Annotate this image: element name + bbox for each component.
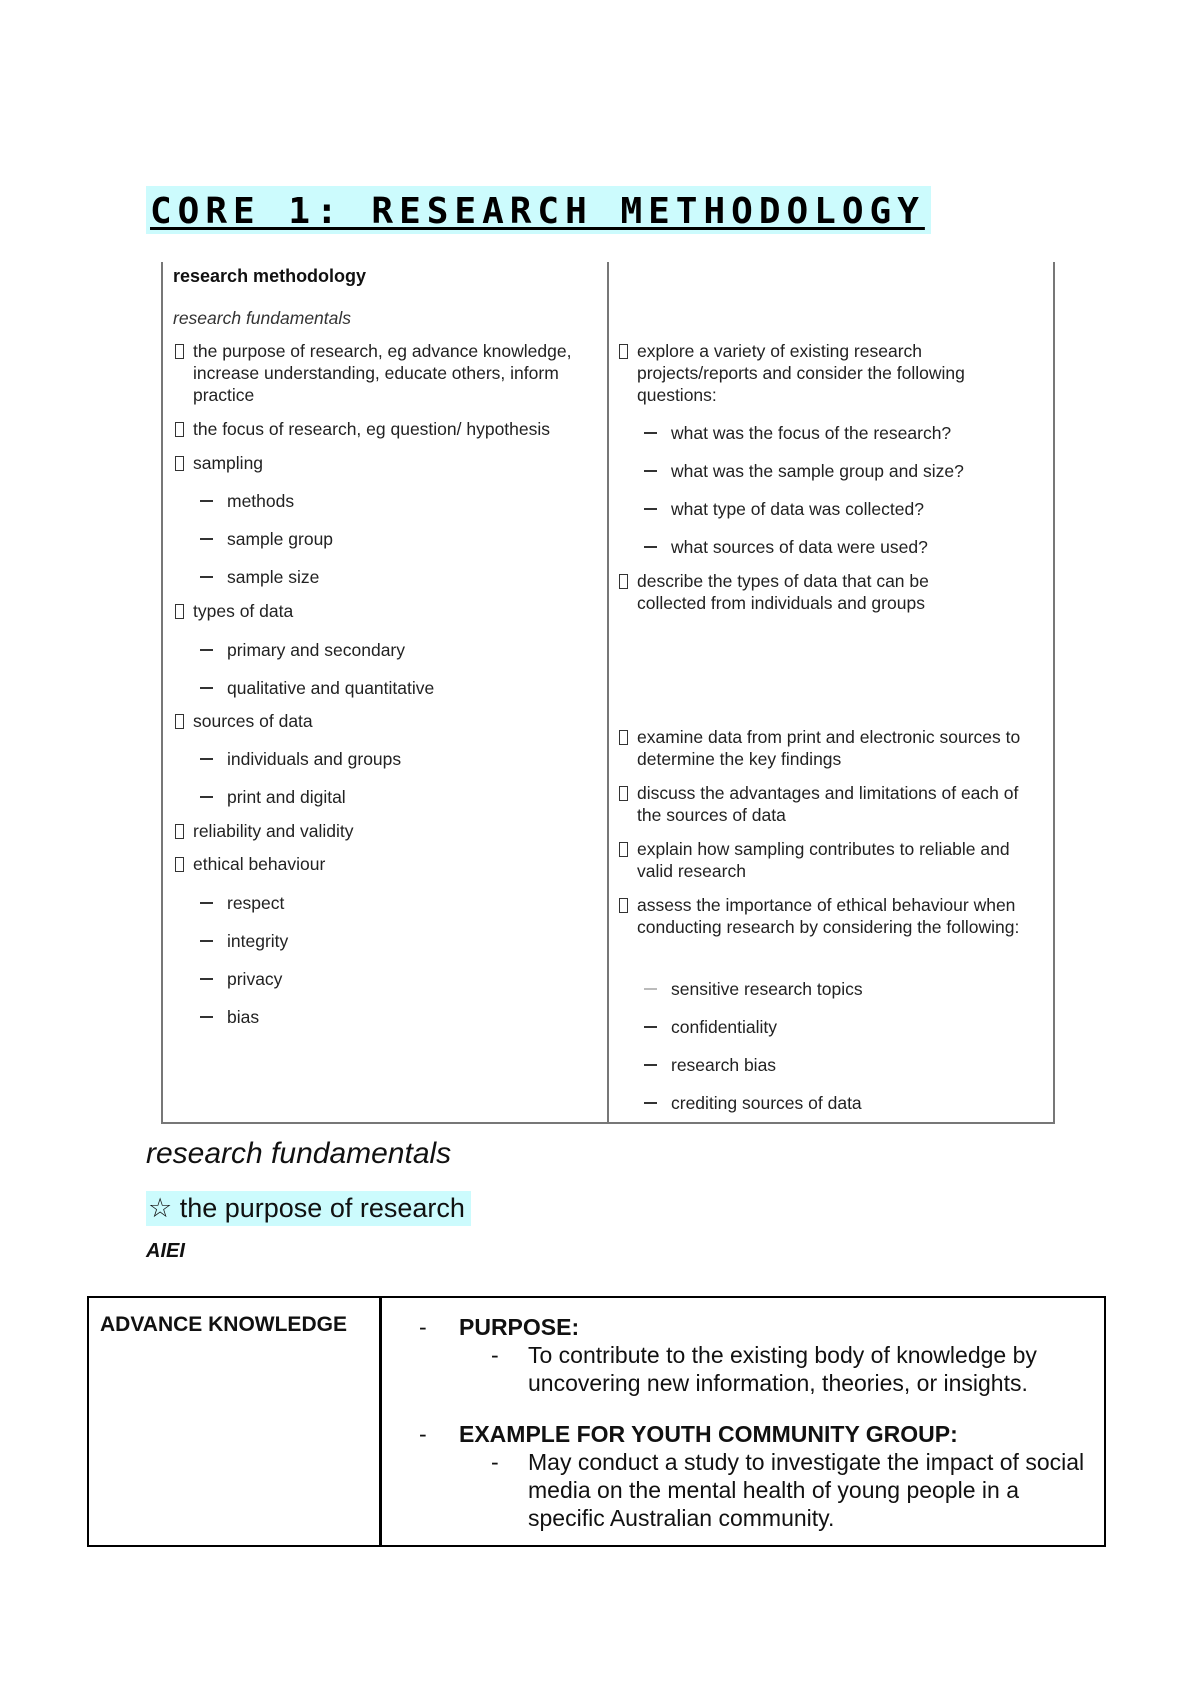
checkbox-icon xyxy=(175,422,184,437)
purpose-text: To contribute to the existing body of knowledge by uncovering new information, theories, or insights. xyxy=(528,1342,1037,1396)
list-item: sources of data xyxy=(173,710,313,732)
list-subitem: research bias xyxy=(644,1054,776,1076)
list-subitem: sample group xyxy=(200,528,333,550)
dash-icon xyxy=(644,508,657,510)
table-border-bottom xyxy=(161,1122,1055,1124)
list-subitem: individuals and groups xyxy=(200,748,401,770)
list-subitem: print and digital xyxy=(200,786,346,808)
checkbox-icon xyxy=(619,842,628,857)
list-item: - PURPOSE: xyxy=(419,1314,580,1340)
dash-icon xyxy=(200,687,213,689)
list-item: assess the importance of ethical behaviour when conducting research by considering the following: xyxy=(617,894,1027,938)
purpose-label: PURPOSE: xyxy=(459,1314,580,1340)
syllabus-heading: research methodology xyxy=(173,266,367,286)
table-row-label: ADVANCE KNOWLEDGE xyxy=(100,1313,347,1336)
example-text: May conduct a study to investigate the impact of social media on the mental health of young people in a specific Australian community. xyxy=(528,1449,1085,1531)
list-item: the purpose of research, eg advance knowledge, increase understanding, educate others, inform practice xyxy=(173,340,583,406)
table-border-left xyxy=(161,262,163,1124)
dash-icon xyxy=(644,432,657,434)
dash-icon xyxy=(200,500,213,502)
dash-icon xyxy=(200,796,213,798)
list-subitem: what was the sample group and size? xyxy=(644,460,964,482)
dash-icon xyxy=(200,758,213,760)
dash-icon xyxy=(644,1102,657,1104)
page-title: CORE 1: RESEARCH METHODOLOGY xyxy=(146,186,931,234)
table-divider xyxy=(379,1298,382,1545)
dash-icon xyxy=(200,649,213,651)
list-subitem: integrity xyxy=(200,930,288,952)
list-item: types of data xyxy=(173,600,293,622)
checkbox-icon xyxy=(619,898,628,913)
dash-icon xyxy=(200,1016,213,1018)
checkbox-icon xyxy=(619,344,628,359)
dash-icon xyxy=(200,576,213,578)
list-subitem: respect xyxy=(200,892,284,914)
list-item: examine data from print and electronic sources to determine the key findings xyxy=(617,726,1042,770)
table-divider xyxy=(607,262,609,1124)
list-subitem: qualitative and quantitative xyxy=(200,677,434,699)
list-subitem: privacy xyxy=(200,968,282,990)
syllabus-table xyxy=(161,262,1051,1124)
list-item: the focus of research, eg question/ hypothesis xyxy=(173,418,593,440)
purpose-heading: ☆ the purpose of research xyxy=(146,1191,471,1226)
list-subitem: bias xyxy=(200,1006,259,1028)
acronym-label: AIEI xyxy=(146,1240,185,1262)
list-subitem: primary and secondary xyxy=(200,639,405,661)
checkbox-icon xyxy=(175,857,184,872)
dash-icon xyxy=(644,546,657,548)
table-cell-content xyxy=(419,1314,1089,1532)
checkbox-icon xyxy=(619,574,628,589)
checkbox-icon xyxy=(175,456,184,471)
list-subitem: what type of data was collected? xyxy=(644,498,924,520)
advance-knowledge-table xyxy=(87,1296,1106,1547)
dash-icon xyxy=(200,940,213,942)
dash-icon xyxy=(644,988,657,990)
list-item: discuss the advantages and limitations of each of the sources of data xyxy=(617,782,1042,826)
checkbox-icon xyxy=(175,604,184,619)
checkbox-icon xyxy=(175,344,184,359)
list-item: sampling xyxy=(173,452,263,474)
list-item: - EXAMPLE FOR YOUTH COMMUNITY GROUP: xyxy=(419,1421,958,1447)
dash-icon xyxy=(644,1064,657,1066)
list-subitem: what sources of data were used? xyxy=(644,536,928,558)
list-subitem: sensitive research topics xyxy=(644,978,863,1000)
list-item: reliability and validity xyxy=(173,820,354,842)
list-item: ethical behaviour xyxy=(173,853,325,875)
dash-icon xyxy=(200,538,213,540)
dash-icon xyxy=(200,978,213,980)
dash-icon xyxy=(200,902,213,904)
list-subitem: methods xyxy=(200,490,294,512)
list-item: explain how sampling contributes to reliable and valid research xyxy=(617,838,1027,882)
checkbox-icon xyxy=(175,824,184,839)
dash-icon xyxy=(644,470,657,472)
list-subitem: - To contribute to the existing body of knowledge by uncovering new information, theories, or insights. xyxy=(491,1341,1089,1397)
checkbox-icon xyxy=(175,714,184,729)
example-label: EXAMPLE FOR YOUTH COMMUNITY GROUP: xyxy=(459,1421,958,1447)
list-item: explore a variety of existing research projects/reports and consider the following questions: xyxy=(617,340,1037,406)
dash-icon xyxy=(644,1026,657,1028)
list-subitem: - May conduct a study to investigate the impact of social media on the mental health of young people in a specific Australian community. xyxy=(491,1448,1089,1532)
list-subitem: sample size xyxy=(200,566,319,588)
checkbox-icon xyxy=(619,730,628,745)
list-item: describe the types of data that can be collected from individuals and groups xyxy=(617,570,977,614)
list-subitem: crediting sources of data xyxy=(644,1092,862,1114)
list-subitem: what was the focus of the research? xyxy=(644,422,951,444)
syllabus-subheading: research fundamentals xyxy=(173,308,352,328)
section-heading: research fundamentals xyxy=(146,1137,452,1170)
table-border-right xyxy=(1053,262,1055,1124)
list-subitem: confidentiality xyxy=(644,1016,777,1038)
checkbox-icon xyxy=(619,786,628,801)
